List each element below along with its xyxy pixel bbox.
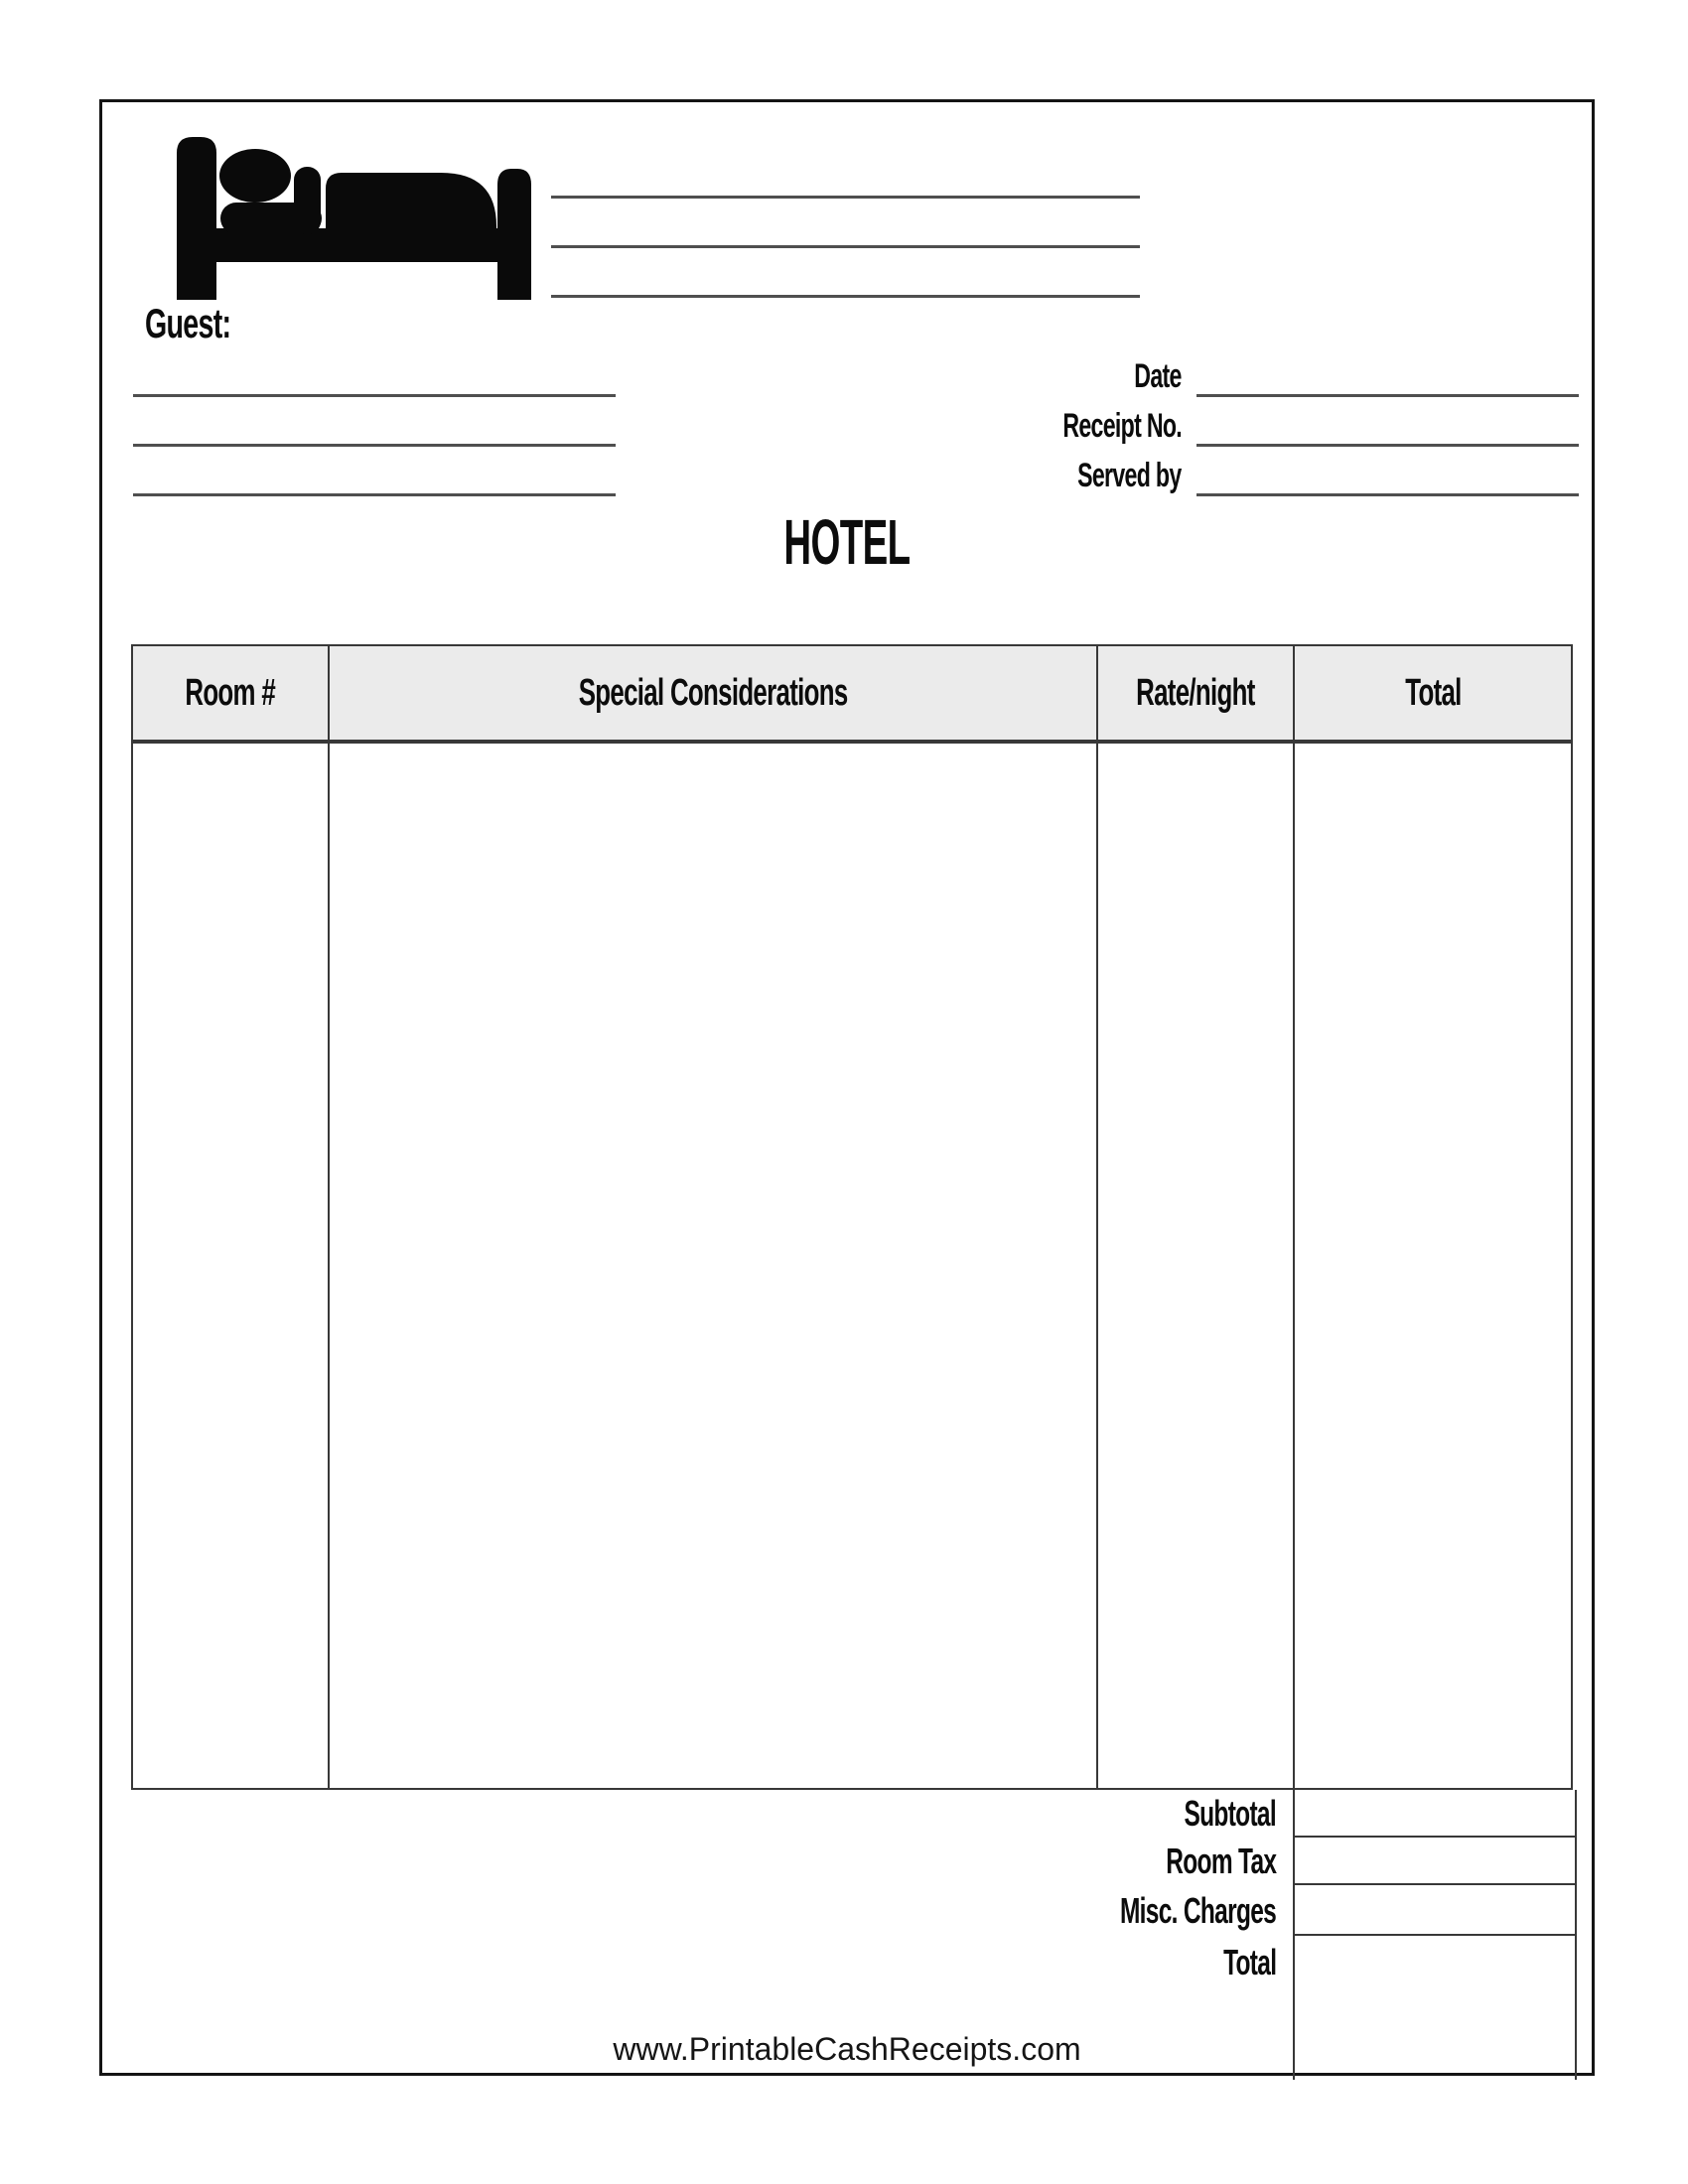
- hotel-info-line-3[interactable]: [551, 295, 1140, 298]
- header-special-considerations: Special Considerations: [330, 646, 1098, 740]
- charges-table: [131, 644, 1573, 1790]
- date-label: Date: [1134, 357, 1182, 395]
- receipt-no-label: Receipt No.: [1062, 407, 1182, 445]
- guest-line-2[interactable]: [133, 444, 616, 447]
- misc-charges-label: Misc. Charges: [1119, 1890, 1276, 1931]
- room-tax-label: Room Tax: [1165, 1841, 1276, 1881]
- bed-icon: [177, 137, 531, 300]
- rate-per-night-write-area[interactable]: [1098, 744, 1295, 1788]
- total-write-area[interactable]: [1295, 744, 1571, 1788]
- page-title-text: HOTEL: [783, 506, 911, 578]
- header-rate-per-night: Rate/night: [1098, 646, 1295, 740]
- guest-line-1[interactable]: [133, 394, 616, 397]
- guest-label: [145, 302, 271, 345]
- room-number-write-area[interactable]: [133, 744, 330, 1788]
- served-by-line[interactable]: [1196, 493, 1579, 496]
- served-by-label: Served by: [1077, 457, 1182, 494]
- misc-charges-value-box[interactable]: [1295, 1885, 1575, 1936]
- header-total: Total: [1404, 671, 1462, 714]
- table-header-row: [133, 646, 1571, 744]
- receipt-no-line[interactable]: [1196, 444, 1579, 447]
- room-tax-value-box[interactable]: [1295, 1838, 1575, 1885]
- hotel-info-line-2[interactable]: [551, 245, 1140, 248]
- header-room-number: Room #: [133, 646, 330, 740]
- guest-line-3[interactable]: [133, 493, 616, 496]
- subtotal-value-box[interactable]: [1295, 1790, 1575, 1838]
- table-body-row: [133, 744, 1571, 1788]
- date-line[interactable]: [1196, 394, 1579, 397]
- guest-label-text: Guest:: [145, 300, 231, 346]
- hotel-info-line-1[interactable]: [551, 196, 1140, 199]
- page-title: [99, 506, 1595, 578]
- special-considerations-write-area[interactable]: [330, 744, 1098, 1788]
- subtotal-label: Subtotal: [1184, 1793, 1276, 1834]
- footer-url: www.PrintableCashReceipts.com: [613, 2031, 1081, 2067]
- total-label: Total: [1222, 1942, 1276, 1982]
